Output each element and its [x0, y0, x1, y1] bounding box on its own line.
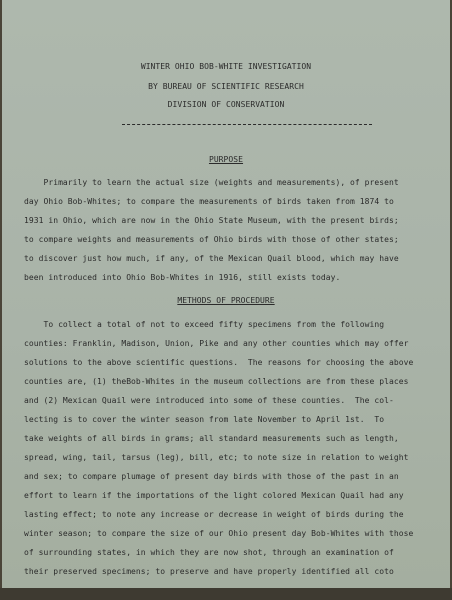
methods-line: counties: Franklin, Madison, Union, Pike and any other counties which may offer: [24, 339, 409, 348]
methods-line: To collect a total of not to exceed fifty specimens from the following: [24, 320, 385, 329]
header-division: DIVISION OF CONSERVATION: [167, 100, 285, 109]
methods-line: counties are, (1) theBob-Whites in the museum collections are from these places: [24, 377, 409, 386]
methods-line: and (2) Mexican Quail were introduced into some of these counties. The col-: [24, 396, 394, 405]
header-bureau: BY BUREAU OF SCIENTIFIC RESEARCH: [148, 82, 304, 91]
methods-line: and sex; to compare plumage of present day birds with those of the past in an: [24, 472, 399, 481]
header-divider: [122, 124, 372, 125]
methods-line: lasting effect; to note any increase or decrease in weight of birds during the: [24, 510, 404, 519]
purpose-heading: PURPOSE: [208, 155, 244, 164]
methods-line: effort to learn if the importations of the light colored Mexican Quail had any: [24, 491, 404, 500]
purpose-line: to discover just how much, if any, of the Mexican Quail blood, which may have: [24, 254, 399, 263]
methods-line: solutions to the above scientific questions. The reasons for choosing the above: [24, 358, 414, 367]
header-title: WINTER OHIO BOB-WHITE INVESTIGATION: [140, 62, 312, 71]
document-page: [2, 0, 450, 600]
methods-line: their preserved specimens; to preserve and have properly identified all coto: [24, 567, 394, 576]
purpose-line: Primarily to learn the actual size (weights and measurements), of present: [24, 178, 399, 187]
methods-line: spread, wing, tail, tarsus (leg), bill, etc; to note size in relation to weight: [24, 453, 409, 462]
purpose-line: been introduced into Ohio Bob-Whites in 1916, still exists today.: [24, 273, 341, 282]
methods-line: lecting is to cover the winter season from late November to April 1st. To: [24, 415, 385, 424]
methods-line: winter season; to compare the size of our Ohio present day Bob-Whites with those: [24, 529, 414, 538]
methods-heading: METHODS OF PROCEDURE: [177, 296, 275, 305]
purpose-line: day Ohio Bob-Whites; to compare the measurements of birds taken from 1874 to: [24, 197, 394, 206]
methods-line: of surrounding states, in which they are now shot, through an examination of: [24, 548, 394, 557]
purpose-line: to compare weights and measurements of Ohio birds with those of other states;: [24, 235, 399, 244]
purpose-line: 1931 in Ohio, which are now in the Ohio State Museum, with the present birds;: [24, 216, 399, 225]
methods-line: take weights of all birds in grams; all standard measurements such as length,: [24, 434, 399, 443]
page-bottom-edge: [0, 588, 452, 600]
